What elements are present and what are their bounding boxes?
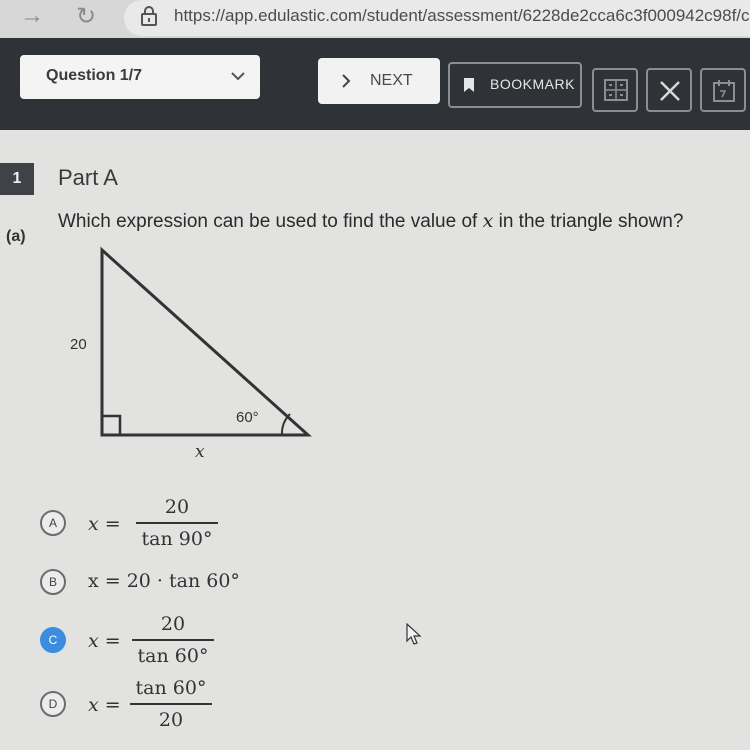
part-title: Part A bbox=[58, 165, 118, 190]
scratchpad-button[interactable] bbox=[700, 68, 746, 112]
side-label-20: 20 bbox=[70, 336, 87, 353]
question-number-badge: 1 bbox=[0, 163, 34, 195]
chevron-down-icon bbox=[230, 69, 246, 83]
choice-c-fraction bbox=[132, 613, 214, 667]
question-selector[interactable] bbox=[20, 55, 260, 99]
chevron-right-icon bbox=[340, 74, 352, 88]
question-content bbox=[0, 130, 750, 750]
choice-a-lhs: x = bbox=[88, 513, 121, 535]
choice-c-bubble[interactable]: C bbox=[40, 627, 66, 653]
choice-d-fraction bbox=[130, 677, 212, 731]
choice-c-numerator: 20 bbox=[160, 613, 186, 635]
fraction-bar bbox=[132, 639, 214, 641]
fraction-bar bbox=[136, 522, 218, 524]
sub-question-label: (a) bbox=[6, 228, 26, 245]
bookmark-button-label: BOOKMARK bbox=[490, 76, 575, 92]
question-text-after: in the triangle shown? bbox=[498, 211, 684, 232]
bookmark-button[interactable] bbox=[448, 62, 582, 108]
close-button[interactable] bbox=[646, 68, 692, 112]
next-button[interactable] bbox=[318, 58, 440, 104]
close-icon bbox=[658, 79, 682, 103]
choice-b-expression: x = 20 · tan 60° bbox=[88, 570, 240, 592]
base-label-x: x bbox=[195, 442, 205, 462]
angle-label: 60° bbox=[236, 409, 259, 426]
triangle-diagram bbox=[70, 240, 330, 470]
question-selector-label: Question 1/7 bbox=[46, 67, 143, 84]
choice-a-numerator: 20 bbox=[164, 496, 190, 518]
bookmark-icon bbox=[464, 78, 474, 92]
choice-b-bubble[interactable]: B bbox=[40, 569, 66, 595]
choice-a-denominator: tan 90° bbox=[141, 527, 213, 550]
question-variable: x bbox=[482, 210, 494, 232]
choice-c-denominator: tan 60° bbox=[137, 644, 209, 667]
choice-a-bubble[interactable]: A bbox=[40, 510, 66, 536]
choice-d-numerator: tan 60° bbox=[135, 677, 207, 699]
reload-icon[interactable]: ↻ bbox=[76, 3, 97, 30]
assessment-toolbar bbox=[0, 38, 750, 130]
browser-toolbar bbox=[0, 0, 750, 38]
mouse-pointer-icon bbox=[406, 623, 424, 647]
lock-icon bbox=[140, 6, 158, 26]
fraction-bar bbox=[130, 703, 212, 705]
calculator-button[interactable] bbox=[592, 68, 638, 112]
forward-arrow-icon[interactable]: → bbox=[20, 2, 44, 29]
choice-c-lhs: x = bbox=[88, 630, 121, 652]
choice-d-bubble[interactable]: D bbox=[40, 691, 66, 717]
scratchpad-icon bbox=[712, 79, 736, 103]
choice-d-lhs: x = bbox=[88, 694, 121, 716]
url-text: https://app.edulastic.com/student/assessment/6228de2cca6c3f000942c98f/c bbox=[174, 6, 750, 25]
address-bar[interactable] bbox=[124, 0, 750, 36]
calculator-icon bbox=[604, 79, 628, 101]
question-stem bbox=[58, 210, 683, 233]
question-text-before: Which expression can be used to find the value of bbox=[58, 211, 478, 232]
choice-a-fraction bbox=[136, 496, 218, 550]
choice-d-denominator: 20 bbox=[158, 708, 184, 731]
next-button-label: NEXT bbox=[370, 72, 413, 89]
